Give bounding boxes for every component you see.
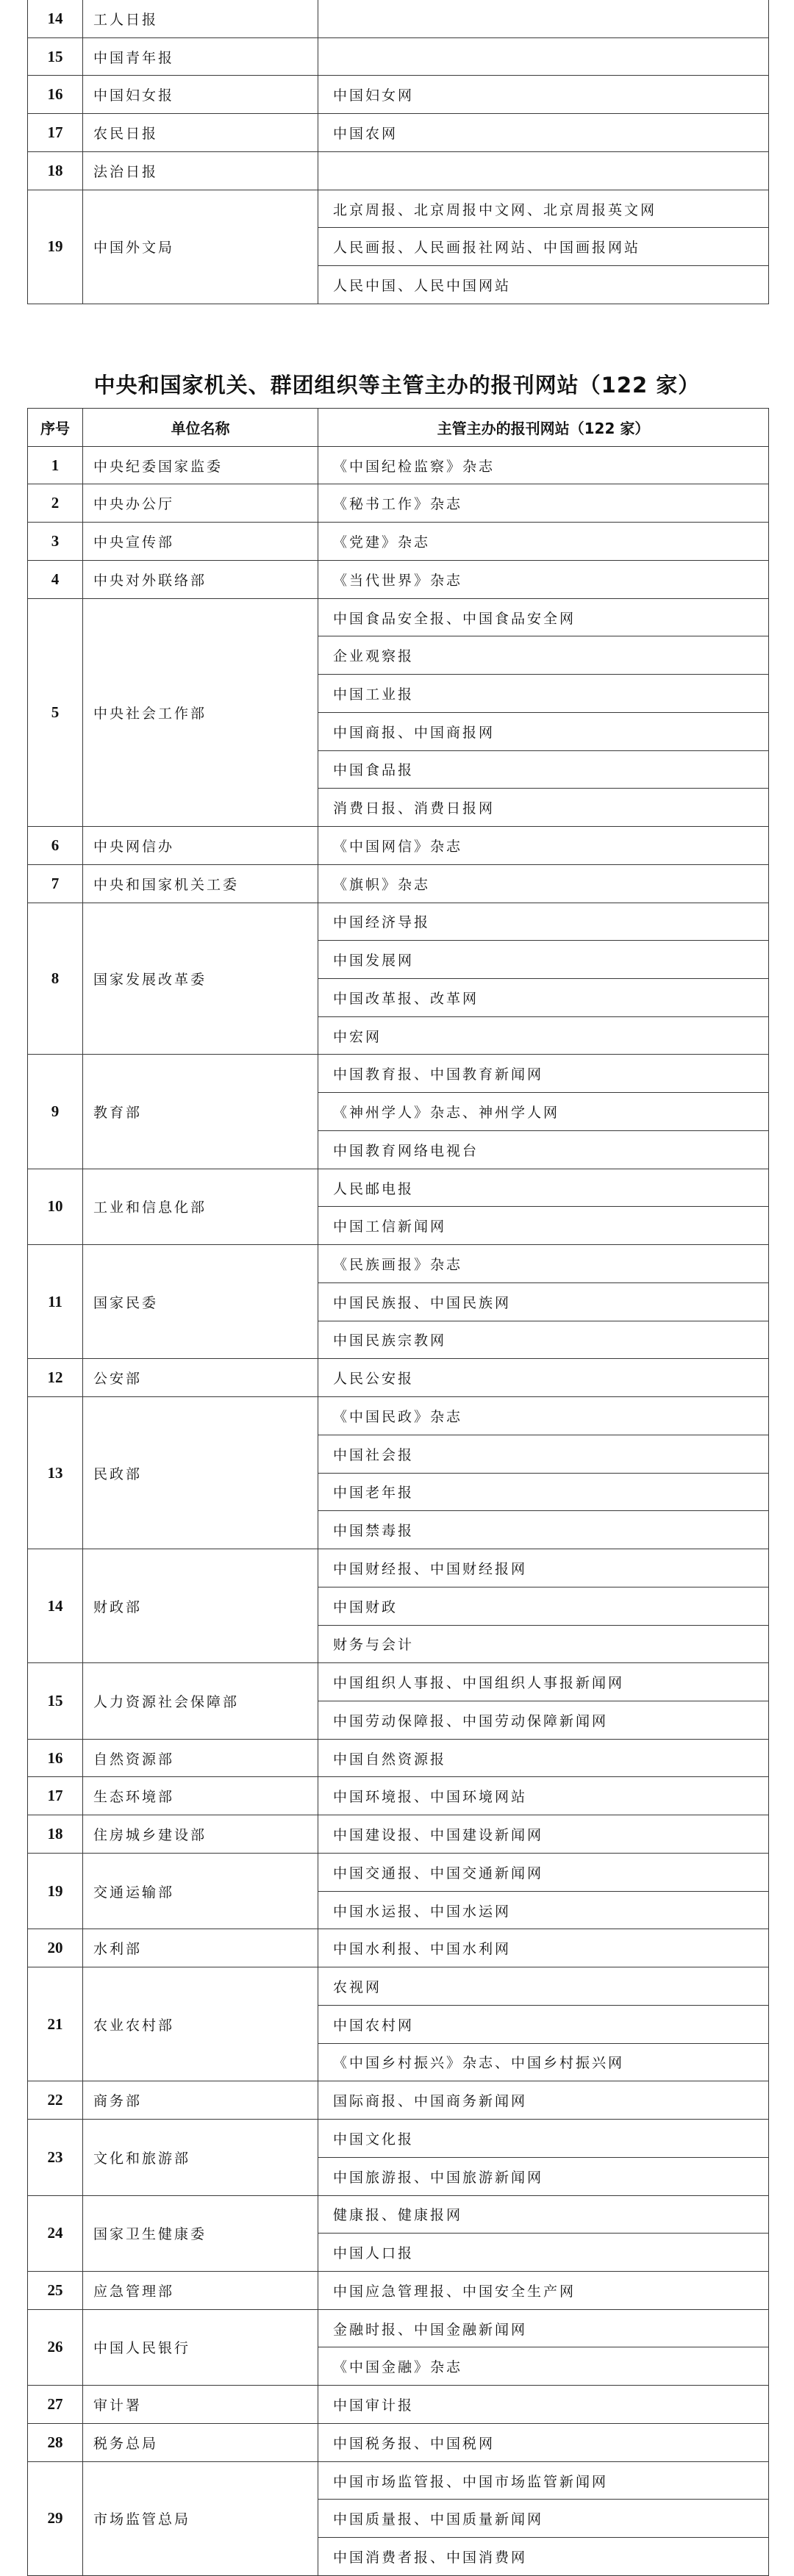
publication-entry: 中国经济导报 (318, 903, 769, 941)
table-row (28, 2309, 769, 2347)
serial-number: 15 (28, 37, 83, 76)
publication-entry: 中国禁毒报 (318, 1511, 769, 1549)
table-row (28, 1397, 769, 1435)
serial-number: 15 (28, 1663, 83, 1739)
table-row (28, 2271, 769, 2309)
serial-number: 7 (28, 864, 83, 903)
publication-entry (318, 151, 769, 190)
table-body (28, 446, 769, 2575)
table-row (28, 151, 769, 190)
unit-name: 应急管理部 (83, 2271, 318, 2309)
unit-name: 住房城乡建设部 (83, 1815, 318, 1854)
serial-number: 22 (28, 2081, 83, 2120)
serial-number: 20 (28, 1929, 83, 1967)
unit-name: 中国青年报 (83, 37, 318, 76)
publication-entry: 企业观察报 (318, 636, 769, 675)
publication-entry: 中国老年报 (318, 1473, 769, 1511)
unit-name: 文化和旅游部 (83, 2120, 318, 2195)
publication-entry: 人民中国、人民中国网站 (318, 266, 769, 304)
publication-entry: 《党建》杂志 (318, 523, 769, 561)
publication-entry: 金融时报、中国金融新闻网 (318, 2309, 769, 2347)
table-row (28, 37, 769, 76)
unit-name: 法治日报 (83, 151, 318, 190)
serial-number: 14 (28, 1549, 83, 1663)
unit-name: 民政部 (83, 1397, 318, 1549)
table-row (28, 190, 769, 228)
publication-entry: 中国民族宗教网 (318, 1321, 769, 1359)
publication-entry: 人民邮电报 (318, 1169, 769, 1207)
table-row (28, 1777, 769, 1815)
publication-entry: 《中国网信》杂志 (318, 827, 769, 865)
table-row (28, 1169, 769, 1207)
publication-entry: 中国教育报、中国教育新闻网 (318, 1055, 769, 1093)
publication-entry: 中宏网 (318, 1016, 769, 1055)
unit-name: 中央纪委国家监委 (83, 446, 318, 484)
publication-entry: 中国旅游报、中国旅游新闻网 (318, 2157, 769, 2195)
unit-name: 中央办公厅 (83, 484, 318, 523)
serial-number: 25 (28, 2271, 83, 2309)
table-row (28, 560, 769, 598)
publication-entry: 中国劳动保障报、中国劳动保障新闻网 (318, 1701, 769, 1739)
unit-name: 中国外文局 (83, 190, 318, 304)
serial-number: 2 (28, 484, 83, 523)
publication-entry: 《中国民政》杂志 (318, 1397, 769, 1435)
table-row (28, 1739, 769, 1777)
publication-entry: 《中国金融》杂志 (318, 2347, 769, 2386)
table-row (28, 114, 769, 152)
table-row (28, 2461, 769, 2500)
serial-number: 13 (28, 1397, 83, 1549)
publication-entry: 国际商报、中国商务新闻网 (318, 2081, 769, 2120)
serial-number: 24 (28, 2195, 83, 2271)
serial-number: 18 (28, 151, 83, 190)
table-row (28, 446, 769, 484)
publication-entry: 中国自然资源报 (318, 1739, 769, 1777)
publication-entry: 中国社会报 (318, 1435, 769, 1473)
publication-entry: 中国财经报、中国财经报网 (318, 1549, 769, 1587)
serial-number: 23 (28, 2120, 83, 2195)
table-row (28, 523, 769, 561)
table-row (28, 827, 769, 865)
unit-name: 商务部 (83, 2081, 318, 2120)
serial-number: 1 (28, 446, 83, 484)
table-row (28, 2195, 769, 2234)
header-serial-number: 序号 (28, 409, 83, 447)
publication-entry: 中国农村网 (318, 2005, 769, 2043)
publication-entry: 中国工信新闻网 (318, 1207, 769, 1245)
serial-number: 11 (28, 1245, 83, 1359)
unit-name: 中央和国家机关工委 (83, 864, 318, 903)
publication-entry: 中国水利报、中国水利网 (318, 1929, 769, 1967)
table-header (28, 409, 769, 447)
publication-entry: 中国财政 (318, 1587, 769, 1625)
publication-entry: 《秘书工作》杂志 (318, 484, 769, 523)
serial-number: 12 (28, 1359, 83, 1397)
table-row (28, 2081, 769, 2120)
serial-number: 6 (28, 827, 83, 865)
table-row (28, 1359, 769, 1397)
serial-number: 27 (28, 2386, 83, 2424)
publication-entry: 中国食品安全报、中国食品安全网 (318, 598, 769, 636)
table-row (28, 76, 769, 114)
publication-entry: 中国妇女网 (318, 76, 769, 114)
publication-entry: 《中国纪检监察》杂志 (318, 446, 769, 484)
publication-entry: 中国市场监管报、中国市场监管新闻网 (318, 2461, 769, 2500)
publications-table-continued (27, 0, 769, 304)
unit-name: 国家卫生健康委 (83, 2195, 318, 2271)
publication-entry: 《当代世界》杂志 (318, 560, 769, 598)
publication-entry: 北京周报、北京周报中文网、北京周报英文网 (318, 190, 769, 228)
table-row (28, 0, 769, 37)
table-row (28, 2386, 769, 2424)
header-publications: 主管主办的报刊网站（122 家） (318, 409, 769, 447)
publication-entry (318, 0, 769, 37)
publication-entry: 中国民族报、中国民族网 (318, 1282, 769, 1321)
unit-name: 中央宣传部 (83, 523, 318, 561)
serial-number: 28 (28, 2423, 83, 2461)
table-row (28, 1663, 769, 1701)
unit-name: 审计署 (83, 2386, 318, 2424)
publication-entry: 中国农网 (318, 114, 769, 152)
serial-number: 5 (28, 598, 83, 826)
publication-entry: 中国组织人事报、中国组织人事报新闻网 (318, 1663, 769, 1701)
serial-number: 17 (28, 114, 83, 152)
publication-entry: 中国教育网络电视台 (318, 1130, 769, 1169)
serial-number: 19 (28, 1853, 83, 1929)
table-row (28, 1549, 769, 1587)
unit-name: 水利部 (83, 1929, 318, 1967)
publication-entry: 中国工业报 (318, 675, 769, 713)
table-row (28, 1853, 769, 1891)
serial-number: 14 (28, 0, 83, 37)
header-row (28, 409, 769, 447)
unit-name: 人力资源社会保障部 (83, 1663, 318, 1739)
serial-number: 16 (28, 1739, 83, 1777)
serial-number: 18 (28, 1815, 83, 1854)
table-row (28, 1245, 769, 1283)
unit-name: 财政部 (83, 1549, 318, 1663)
header-unit-name: 单位名称 (83, 409, 318, 447)
publication-entry: 《神州学人》杂志、神州学人网 (318, 1093, 769, 1131)
publication-entry: 中国消费者报、中国消费网 (318, 2538, 769, 2576)
publication-entry (318, 37, 769, 76)
publication-entry: 中国发展网 (318, 941, 769, 979)
unit-name: 生态环境部 (83, 1777, 318, 1815)
publication-entry: 《民族画报》杂志 (318, 1245, 769, 1283)
unit-name: 农业农村部 (83, 1967, 318, 2081)
publication-entry: 《中国乡村振兴》杂志、中国乡村振兴网 (318, 2043, 769, 2081)
unit-name: 中国人民银行 (83, 2309, 318, 2385)
unit-name: 交通运输部 (83, 1853, 318, 1929)
publication-entry: 消费日报、消费日报网 (318, 789, 769, 827)
publication-entry: 中国税务报、中国税网 (318, 2423, 769, 2461)
unit-name: 国家民委 (83, 1245, 318, 1359)
serial-number: 19 (28, 190, 83, 304)
table-row (28, 484, 769, 523)
publication-entry: 中国建设报、中国建设新闻网 (318, 1815, 769, 1854)
serial-number: 4 (28, 560, 83, 598)
table-row (28, 1815, 769, 1854)
unit-name: 自然资源部 (83, 1739, 318, 1777)
publication-entry: 中国文化报 (318, 2120, 769, 2158)
table-row (28, 2120, 769, 2158)
publication-entry: 中国环境报、中国环境网站 (318, 1777, 769, 1815)
unit-name: 中国妇女报 (83, 76, 318, 114)
unit-name: 中央对外联络部 (83, 560, 318, 598)
table-row (28, 1929, 769, 1967)
publication-entry: 健康报、健康报网 (318, 2195, 769, 2234)
publication-entry: 中国水运报、中国水运网 (318, 1891, 769, 1929)
publication-entry: 中国改革报、改革网 (318, 979, 769, 1017)
unit-name: 市场监管总局 (83, 2461, 318, 2575)
serial-number: 3 (28, 523, 83, 561)
unit-name: 工人日报 (83, 0, 318, 37)
table-row (28, 1967, 769, 2006)
publication-entry: 中国商报、中国商报网 (318, 712, 769, 750)
publication-entry: 农视网 (318, 1967, 769, 2006)
unit-name: 工业和信息化部 (83, 1169, 318, 1244)
serial-number: 10 (28, 1169, 83, 1244)
publication-entry: 中国食品报 (318, 750, 769, 789)
table-row (28, 598, 769, 636)
publication-entry: 中国审计报 (318, 2386, 769, 2424)
unit-name: 国家发展改革委 (83, 903, 318, 1055)
serial-number: 26 (28, 2309, 83, 2385)
central-agencies-publications-table (27, 408, 769, 2576)
unit-name: 公安部 (83, 1359, 318, 1397)
unit-name: 中央社会工作部 (83, 598, 318, 826)
unit-name: 税务总局 (83, 2423, 318, 2461)
unit-name: 教育部 (83, 1055, 318, 1169)
unit-name: 中央网信办 (83, 827, 318, 865)
publication-entry: 中国应急管理报、中国安全生产网 (318, 2271, 769, 2309)
unit-name: 农民日报 (83, 114, 318, 152)
table-row (28, 1055, 769, 1093)
publication-entry: 中国质量报、中国质量新闻网 (318, 2500, 769, 2538)
serial-number: 29 (28, 2461, 83, 2575)
publication-entry: 人民公安报 (318, 1359, 769, 1397)
table-row (28, 903, 769, 941)
publication-entry: 人民画报、人民画报社网站、中国画报网站 (318, 228, 769, 266)
publication-entry: 中国交通报、中国交通新闻网 (318, 1853, 769, 1891)
publication-entry: 财务与会计 (318, 1625, 769, 1663)
serial-number: 8 (28, 903, 83, 1055)
publication-entry: 中国人口报 (318, 2234, 769, 2272)
serial-number: 16 (28, 76, 83, 114)
table-row (28, 2423, 769, 2461)
serial-number: 17 (28, 1777, 83, 1815)
publication-entry: 《旗帜》杂志 (318, 864, 769, 903)
section-title: 中央和国家机关、群团组织等主管主办的报刊网站（122 家） (93, 373, 701, 398)
serial-number: 21 (28, 1967, 83, 2081)
table-body (28, 0, 769, 304)
serial-number: 9 (28, 1055, 83, 1169)
table-row (28, 864, 769, 903)
